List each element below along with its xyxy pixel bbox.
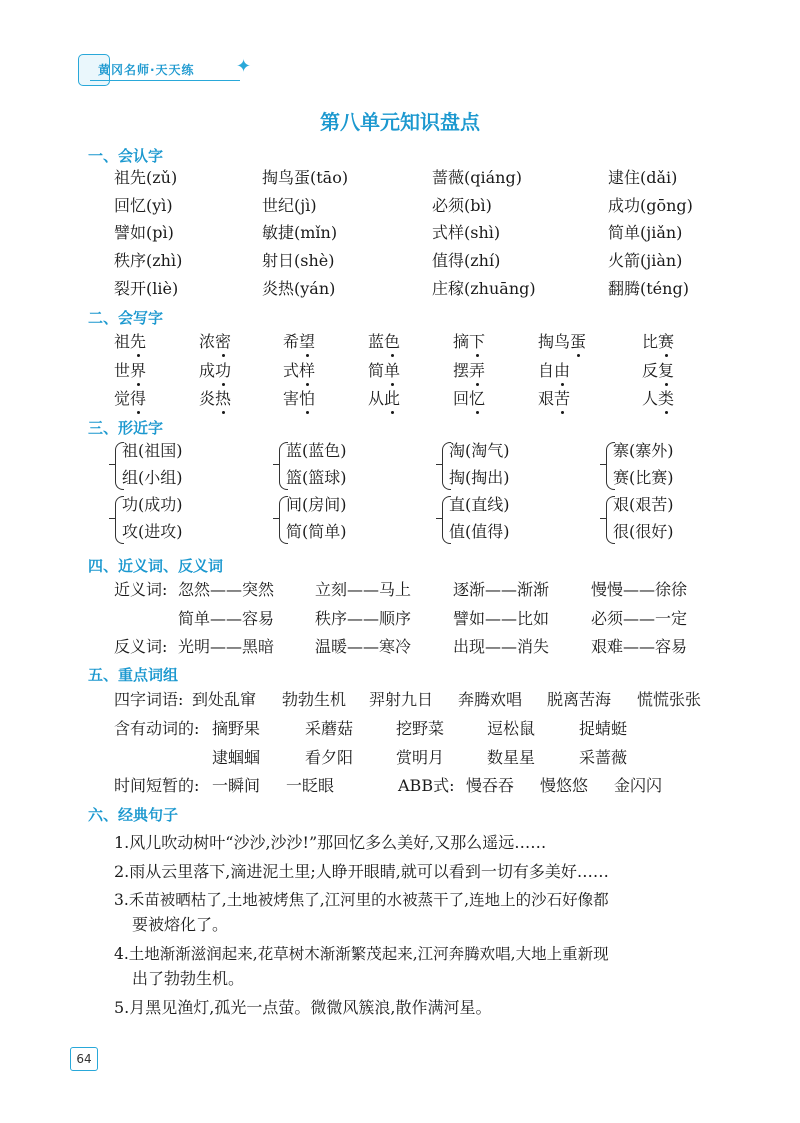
similar-char: 祖(祖国) <box>122 441 183 460</box>
synonym-pair: 忽然——突然 <box>178 580 275 599</box>
recognize-word: 庄稼(zhuāng) <box>432 279 536 298</box>
write-word: 摘下 <box>453 332 486 351</box>
recognize-word: 成功(gōng) <box>608 196 693 215</box>
phrase: 看夕阳 <box>305 748 354 767</box>
write-word: 觉得 <box>114 389 147 408</box>
phrase: 捉蜻蜓 <box>579 719 628 738</box>
recognize-word: 裂开(liè) <box>114 279 179 298</box>
write-word: 自由 <box>538 361 571 380</box>
section-heading-5: 五、重点词组 <box>88 666 179 684</box>
write-word: 反复 <box>642 361 675 380</box>
phrase: 脱离苦海 <box>547 690 612 709</box>
write-word: 从此 <box>368 389 401 408</box>
write-word: 摆弄 <box>453 361 486 380</box>
recognize-word: 值得(zhí) <box>432 251 501 270</box>
four-char-label: 四字词语: <box>114 690 184 709</box>
recognize-word: 逮住(dǎi) <box>608 168 678 187</box>
phrase: 羿射九日 <box>369 690 434 709</box>
similar-char: 攻(进攻) <box>122 522 183 541</box>
sentence-continued: 要被熔化了。 <box>132 915 229 934</box>
phrase: 慢悠悠 <box>540 776 589 795</box>
write-word: 祖先 <box>114 332 147 351</box>
phrase: 勃勃生机 <box>282 690 347 709</box>
phrase: 采蔷薇 <box>579 748 628 767</box>
write-word: 害怕 <box>283 389 316 408</box>
similar-char: 值(值得) <box>449 522 510 541</box>
phrase: 挖野菜 <box>396 719 445 738</box>
synonym-pair: 逐渐——渐渐 <box>453 580 550 599</box>
section-heading-2: 二、会写字 <box>88 309 164 327</box>
write-word: 世界 <box>114 361 147 380</box>
phrase: 慌慌张张 <box>637 690 702 709</box>
section-heading-4: 四、近义词、反义词 <box>88 557 224 575</box>
sentence: 2.雨从云里落下,滴进泥土里;人睁开眼睛,就可以看到一切有多美好…… <box>114 862 609 881</box>
write-word: 简单 <box>368 361 401 380</box>
write-word: 比赛 <box>642 332 675 351</box>
section-heading-6: 六、经典句子 <box>88 806 179 824</box>
sentence: 1.风儿吹动树叶“沙沙,沙沙!”那回忆多么美好,又那么遥远…… <box>114 833 547 852</box>
phrase: 逮蝈蝈 <box>212 748 261 767</box>
phrase: 摘野果 <box>212 719 261 738</box>
write-word: 蓝色 <box>368 332 401 351</box>
similar-char: 寨(寨外) <box>613 441 674 460</box>
sentence: 3.禾苗被晒枯了,土地被烤焦了,江河里的水被蒸干了,连地上的沙石好像都 <box>114 891 609 909</box>
sentence: 4.土地渐渐滋润起来,花草树木渐渐繁茂起来,江河奔腾欢唱,大地上重新现 <box>114 945 609 963</box>
write-word: 浓密 <box>199 332 232 351</box>
recognize-word: 世纪(jì) <box>262 196 317 215</box>
antonym-pair: 光明——黑暗 <box>178 637 275 656</box>
recognize-word: 祖先(zǔ) <box>114 168 178 187</box>
similar-char: 淘(淘气) <box>449 441 510 460</box>
recognize-word: 式样(shì) <box>432 223 501 242</box>
synonym-pair: 必须——一定 <box>591 609 688 628</box>
write-word: 式样 <box>283 361 316 380</box>
similar-char: 很(很好) <box>613 522 674 541</box>
recognize-word: 必须(bì) <box>432 196 492 215</box>
write-word: 希望 <box>283 332 316 351</box>
antonym-label: 反义词: <box>114 637 168 656</box>
sentence: 5.月黑见渔灯,孤光一点萤。微微风簇浪,散作满河星。 <box>114 998 492 1017</box>
synonym-pair: 秩序——顺序 <box>315 609 412 628</box>
header-banner <box>78 54 258 90</box>
similar-char: 组(小组) <box>122 468 183 487</box>
antonym-pair: 温暖——寒冷 <box>315 637 412 656</box>
section-heading-3: 三、形近字 <box>88 419 164 437</box>
phrase: 金闪闪 <box>614 776 663 795</box>
banner-text: 黄冈名师·天天练 <box>98 63 195 77</box>
similar-char: 篮(篮球) <box>286 468 347 487</box>
section-heading-1: 一、会认字 <box>88 147 164 165</box>
recognize-word: 翻腾(téng) <box>608 279 689 298</box>
similar-char: 掏(掏出) <box>449 468 510 487</box>
phrase: 逗松鼠 <box>487 719 536 738</box>
phrase: 赏明月 <box>396 748 445 767</box>
sentence-continued: 出了勃勃生机。 <box>132 969 245 988</box>
recognize-word: 射日(shè) <box>262 251 335 270</box>
phrase: 数星星 <box>487 748 536 767</box>
recognize-word: 蔷薇(qiáng) <box>432 168 522 187</box>
recognize-word: 回忆(yì) <box>114 196 173 215</box>
write-word: 炎热 <box>199 389 232 408</box>
page-title: 第八单元知识盘点 <box>320 110 480 134</box>
recognize-word: 秩序(zhì) <box>114 251 183 270</box>
synonym-pair: 立刻——马上 <box>315 580 412 599</box>
time-label: 时间短暂的: <box>114 776 200 795</box>
recognize-word: 炎热(yán) <box>262 279 336 298</box>
star-icon: ✦ <box>236 56 252 77</box>
phrase: 采蘑菇 <box>305 719 354 738</box>
recognize-word: 敏捷(mǐn) <box>262 223 338 242</box>
recognize-word: 简单(jiǎn) <box>608 223 683 242</box>
similar-char: 简(简单) <box>286 522 347 541</box>
write-word: 艰苦 <box>538 389 571 408</box>
phrase: 慢吞吞 <box>466 776 515 795</box>
similar-char: 功(成功) <box>122 495 183 514</box>
synonym-label: 近义词: <box>114 580 168 599</box>
synonym-pair: 简单——容易 <box>178 609 275 628</box>
similar-char: 赛(比赛) <box>613 468 674 487</box>
recognize-word: 掏鸟蛋(tāo) <box>262 168 349 187</box>
write-word: 人类 <box>642 389 675 408</box>
antonym-pair: 出现——消失 <box>453 637 550 656</box>
similar-char: 艰(艰苦) <box>613 495 674 514</box>
synonym-pair: 譬如——比如 <box>453 609 550 628</box>
verb-label: 含有动词的: <box>114 719 200 738</box>
write-word: 掏鸟蛋 <box>538 332 587 351</box>
phrase: 奔腾欢唱 <box>458 690 523 709</box>
antonym-pair: 艰难——容易 <box>591 637 688 656</box>
similar-char: 间(房间) <box>286 495 347 514</box>
phrase: 一眨眼 <box>286 776 335 795</box>
synonym-pair: 慢慢——徐徐 <box>591 580 688 599</box>
phrase: 一瞬间 <box>212 776 261 795</box>
similar-char: 蓝(蓝色) <box>286 441 347 460</box>
recognize-word: 譬如(pì) <box>114 223 174 242</box>
phrase: 到处乱窜 <box>192 690 257 709</box>
write-word: 成功 <box>199 361 232 380</box>
write-word: 回忆 <box>453 389 486 408</box>
recognize-word: 火箭(jiàn) <box>608 251 683 270</box>
similar-char: 直(直线) <box>449 495 510 514</box>
abb-label: ABB式: <box>398 776 455 795</box>
page-number: 64 <box>70 1047 98 1071</box>
